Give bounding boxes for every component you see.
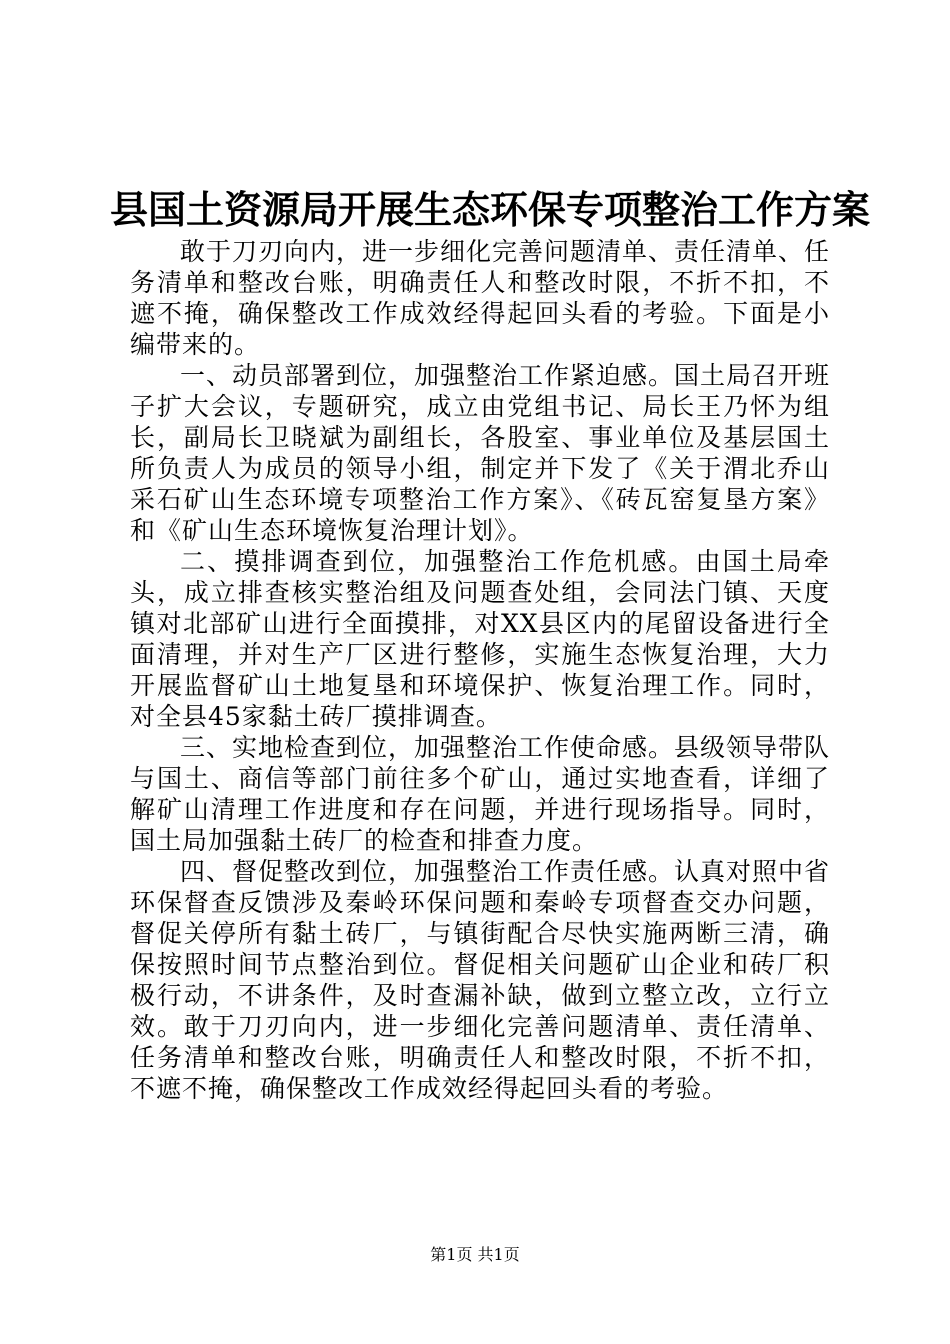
paragraph-section-2: 二、摸排调查到位，加强整治工作危机感。由国土局牵头，成立排查核实整治组及问题查处组，会同法门镇、天度镇对北部矿山进行全面摸排，对XX县区内的尾留设备进行全面清理，并对生产厂区进行整修，实施生态恢复治理，大力开展监督矿山土地复垦和环境保护、恢复治理工作。同时，对全县45家黏土砖厂摸排调查。	[130, 547, 830, 731]
document-body	[130, 236, 830, 1104]
paragraph-section-4: 四、督促整改到位，加强整治工作责任感。认真对照中省环保督查反馈涉及秦岭环保问题和秦岭专项督查交办问题，督促关停所有黏土砖厂，与镇街配合尽快实施两断三清，确保按照时间节点整治到位。督促相关问题矿山企业和砖厂积极行动，不讲条件，及时查漏补缺，做到立整立改，立行立效。敢于刀刃向内，进一步细化完善问题清单、责任清单、任务清单和整改台账，明确责任人和整改时限，不折不扣，不遮不掩，确保整改工作成效经得起回头看的考验。	[130, 857, 831, 1103]
paragraph-intro: 敢于刀刃向内，进一步细化完善问题清单、责任清单、任务清单和整改台账，明确责任人和整改时限，不折不扣，不遮不掩，确保整改工作成效经得起回头看的考验。下面是小编带来的。	[130, 237, 831, 359]
page-number-footer: 第1页 共1页	[430, 1245, 520, 1264]
paragraph-section-1: 一、动员部署到位，加强整治工作紧迫感。国土局召开班子扩大会议，专题研究，成立由党组书记、局长王乃怀为组长，副局长卫晓斌为副组长，各股室、事业单位及基层国土所负责人为成员的领导小组，制定并下发了《关于渭北乔山采石矿山生态环境专项整治工作方案》、《砖瓦窑复垦方案》和《矿山生态环境恢复治理计划》。	[130, 361, 831, 545]
document-title: 县国土资源局开展生态环保专项整治工作方案	[110, 187, 871, 232]
paragraph-section-3: 三、实地检查到位，加强整治工作使命感。县级领导带队与国土、商信等部门前往多个矿山，通过实地查看，详细了解矿山清理工作进度和存在问题，并进行现场指导。同时，国土局加强黏土砖厂的检查和排查力度。	[130, 733, 831, 855]
